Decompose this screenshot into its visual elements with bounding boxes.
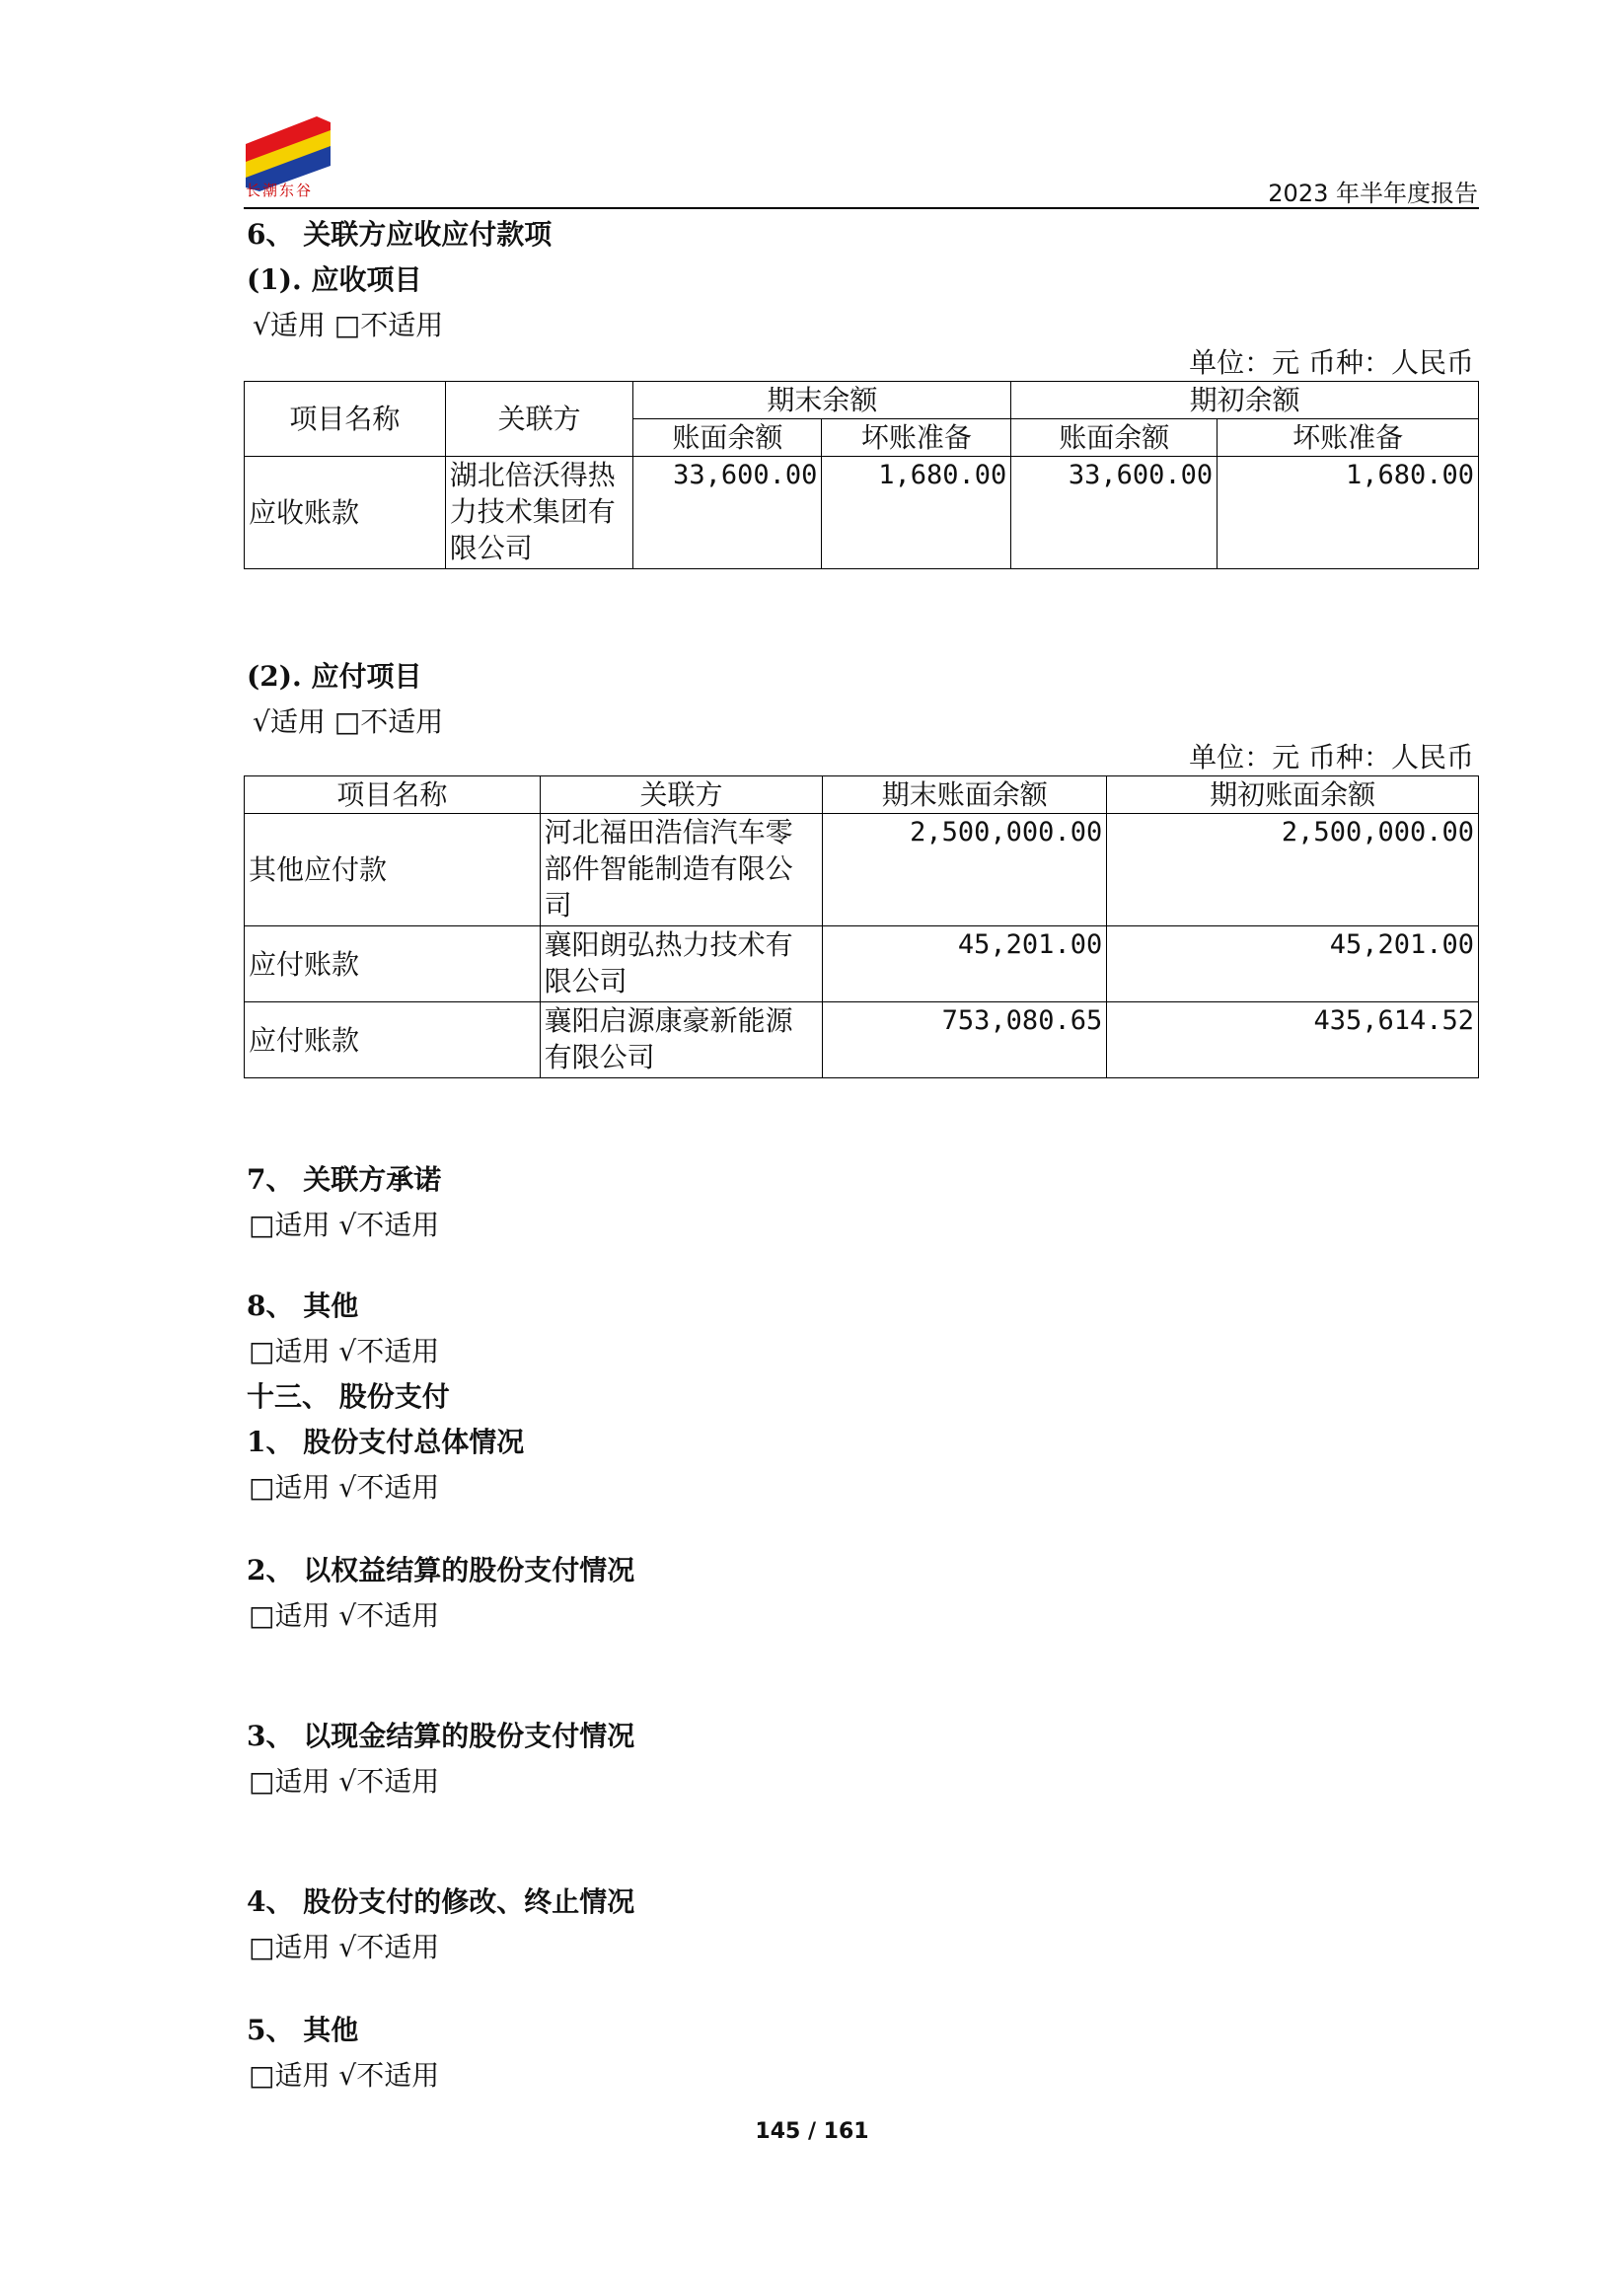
table-row xyxy=(245,457,1479,569)
cell-begin-book: 33,600.00 xyxy=(1011,457,1218,569)
cell-party: 河北福田浩信汽车零部件智能制造有限公司 xyxy=(540,814,823,926)
cell-party: 湖北倍沃得热力技术集团有限公司 xyxy=(445,457,633,569)
cell-end: 2,500,000.00 xyxy=(823,814,1107,926)
share-pay-4-applicable: □适用 √不适用 xyxy=(249,1931,440,1963)
section-8-title: 8、 其他 xyxy=(247,1290,359,1322)
report-title: 2023 年半年度报告 xyxy=(1268,180,1478,207)
share-pay-2-title: 2、 以权益结算的股份支付情况 xyxy=(247,1554,635,1586)
cell-item: 应收账款 xyxy=(245,457,446,569)
header-end-book: 账面余额 xyxy=(633,419,822,457)
section-8-applicable: □适用 √不适用 xyxy=(249,1335,440,1367)
header-item: 项目名称 xyxy=(245,776,541,814)
cell-end-book: 33,600.00 xyxy=(633,457,822,569)
logo-text: 长潮东谷 xyxy=(246,182,314,199)
share-pay-3-title: 3、 以现金结算的股份支付情况 xyxy=(247,1720,635,1752)
share-pay-5-applicable: □适用 √不适用 xyxy=(249,2059,440,2092)
cell-begin: 435,614.52 xyxy=(1107,1002,1479,1078)
cell-item: 应付账款 xyxy=(245,1002,541,1078)
receivables-table xyxy=(244,381,1479,569)
table-row xyxy=(245,814,1479,926)
share-pay-1-applicable: □适用 √不适用 xyxy=(249,1471,440,1504)
cell-party: 襄阳朗弘热力技术有限公司 xyxy=(540,926,823,1002)
table-row xyxy=(245,1002,1479,1078)
header-begin-balance: 期初余额 xyxy=(1011,382,1479,419)
header-begin-balance: 期初账面余额 xyxy=(1107,776,1479,814)
cell-begin: 45,201.00 xyxy=(1107,926,1479,1002)
header-party: 关联方 xyxy=(445,382,633,457)
section-13-title: 十三、 股份支付 xyxy=(247,1380,450,1413)
section-6-title: 6、 关联方应收应付款项 xyxy=(247,218,553,251)
cell-item: 应付账款 xyxy=(245,926,541,1002)
share-pay-2-applicable: □适用 √不适用 xyxy=(249,1599,440,1632)
cell-end: 45,201.00 xyxy=(823,926,1107,1002)
payables-title: (2). 应付项目 xyxy=(247,660,422,693)
cell-begin: 2,500,000.00 xyxy=(1107,814,1479,926)
share-pay-1-title: 1、 股份支付总体情况 xyxy=(247,1426,525,1458)
header-end-balance: 期末余额 xyxy=(633,382,1011,419)
header-divider xyxy=(244,207,1479,209)
cell-item: 其他应付款 xyxy=(245,814,541,926)
section-7-applicable: □适用 √不适用 xyxy=(249,1209,440,1241)
payables-applicable: √适用 □不适用 xyxy=(253,705,444,738)
header-begin-bad: 坏账准备 xyxy=(1218,419,1479,457)
unit-label-1: 单位：元 币种：人民币 xyxy=(1189,346,1474,379)
share-pay-3-applicable: □适用 √不适用 xyxy=(249,1765,440,1798)
unit-label-2: 单位：元 币种：人民币 xyxy=(1189,741,1474,774)
section-7-title: 7、 关联方承诺 xyxy=(247,1163,442,1196)
share-pay-4-title: 4、 股份支付的修改、终止情况 xyxy=(247,1885,635,1918)
page-number: 145 / 161 xyxy=(755,2119,869,2144)
table-row xyxy=(245,926,1479,1002)
share-pay-5-title: 5、 其他 xyxy=(247,2014,359,2046)
header-begin-book: 账面余额 xyxy=(1011,419,1218,457)
receivables-title: (1). 应收项目 xyxy=(247,263,422,296)
cell-begin-bad: 1,680.00 xyxy=(1218,457,1479,569)
header-end-balance: 期末账面余额 xyxy=(823,776,1107,814)
header-item: 项目名称 xyxy=(245,382,446,457)
cell-end: 753,080.65 xyxy=(823,1002,1107,1078)
cell-party: 襄阳启源康豪新能源有限公司 xyxy=(540,1002,823,1078)
payables-table xyxy=(244,775,1479,1078)
cell-end-bad: 1,680.00 xyxy=(822,457,1011,569)
header-end-bad: 坏账准备 xyxy=(822,419,1011,457)
header-party: 关联方 xyxy=(540,776,823,814)
receivables-applicable: √适用 □不适用 xyxy=(253,309,444,341)
